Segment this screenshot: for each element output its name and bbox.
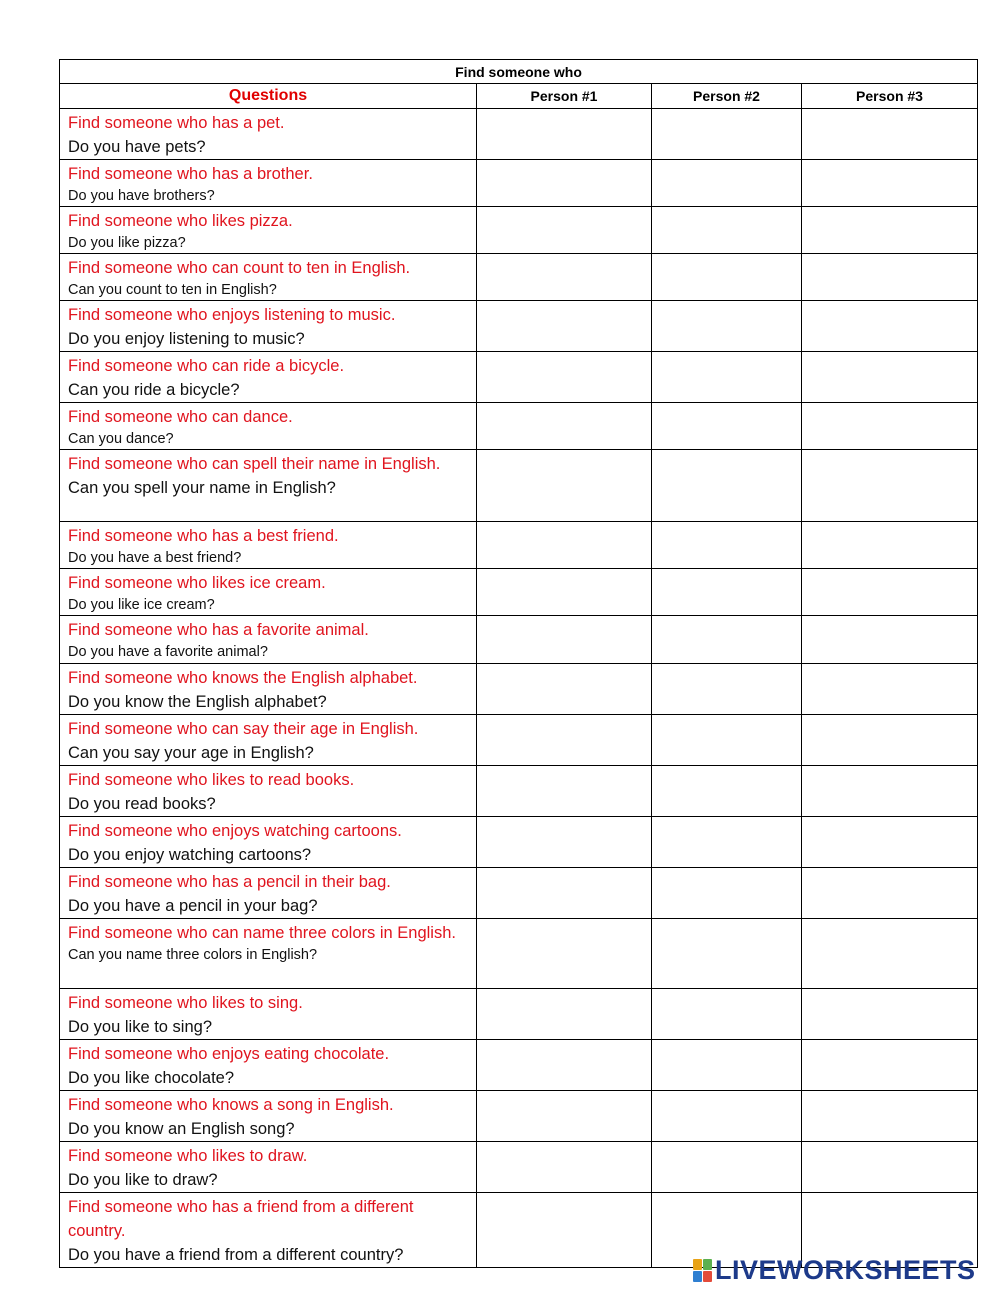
person-1-answer-cell[interactable] [477,919,652,989]
question-cell [60,160,477,207]
find-prompt: Find someone who likes ice cream. [68,574,326,592]
person-2-answer-cell[interactable] [652,1040,802,1091]
person-2-answer-cell[interactable] [652,1091,802,1142]
person-1-answer-cell[interactable] [477,1193,652,1268]
person-1-answer-cell[interactable] [477,664,652,715]
liveworksheets-logo [693,1256,976,1284]
person-3-answer-cell[interactable] [802,919,978,989]
person-1-answer-cell[interactable] [477,450,652,522]
person-3-answer-cell[interactable] [802,569,978,616]
ask-question: Do you have brothers? [68,188,215,204]
ask-question: Can you ride a bicycle? [68,381,240,399]
find-prompt: Find someone who has a pencil in their bag. [68,873,391,891]
question-cell [60,450,477,522]
person-1-answer-cell[interactable] [477,403,652,450]
person-1-answer-cell[interactable] [477,254,652,301]
question-row [60,352,978,403]
ask-question: Do you like chocolate? [68,1069,235,1087]
person-3-answer-cell[interactable] [802,207,978,254]
person-3-answer-cell[interactable] [802,1142,978,1193]
person-3-answer-cell[interactable] [802,715,978,766]
person-3-answer-cell[interactable] [802,352,978,403]
question-cell [60,254,477,301]
find-prompt: Find someone who has a brother. [68,165,313,183]
person-2-answer-cell[interactable] [652,616,802,664]
ask-question: Do you like ice cream? [68,597,215,613]
header-person-1: Person #1 [477,84,652,109]
question-row [60,766,978,817]
person-3-answer-cell[interactable] [802,616,978,664]
person-1-answer-cell[interactable] [477,1040,652,1091]
question-row [60,301,978,352]
question-cell [60,109,477,160]
person-1-answer-cell[interactable] [477,207,652,254]
find-prompt: Find someone who likes pizza. [68,212,293,230]
question-cell [60,352,477,403]
question-cell [60,1142,477,1193]
question-cell [60,715,477,766]
person-1-answer-cell[interactable] [477,352,652,403]
find-someone-who-table [59,59,978,1268]
person-3-answer-cell[interactable] [802,450,978,522]
question-row [60,522,978,569]
question-cell [60,919,477,989]
person-1-answer-cell[interactable] [477,1091,652,1142]
question-cell [60,207,477,254]
find-prompt: Find someone who can count to ten in English. [68,259,411,277]
question-cell [60,1091,477,1142]
find-prompt: Find someone who can name three colors in English. [68,924,456,942]
ask-question: Do you like pizza? [68,235,186,251]
question-cell [60,1040,477,1091]
find-prompt: Find someone who enjoys listening to music. [68,306,396,324]
person-2-answer-cell[interactable] [652,450,802,522]
person-1-answer-cell[interactable] [477,616,652,664]
logo-text: LIVEWORKSHEETS [715,1254,976,1285]
ask-question: Can you count to ten in English? [68,282,277,298]
person-1-answer-cell[interactable] [477,766,652,817]
question-cell [60,868,477,919]
find-prompt: Find someone who likes to sing. [68,994,303,1012]
question-cell [60,569,477,616]
question-cell [60,664,477,715]
find-prompt: Find someone who has a pet. [68,114,285,132]
ask-question: Can you name three colors in English? [68,947,318,963]
ask-question: Do you have a friend from a different country? [68,1246,404,1264]
find-prompt: Find someone who enjoys watching cartoons. [68,822,402,840]
person-2-answer-cell[interactable] [652,817,802,868]
ask-question: Do you have a favorite animal? [68,644,268,660]
question-row [60,1040,978,1091]
person-2-answer-cell[interactable] [652,160,802,207]
person-1-answer-cell[interactable] [477,109,652,160]
person-2-answer-cell[interactable] [652,989,802,1040]
person-1-answer-cell[interactable] [477,715,652,766]
person-1-answer-cell[interactable] [477,989,652,1040]
question-cell [60,766,477,817]
person-3-answer-cell[interactable] [802,301,978,352]
person-2-answer-cell[interactable] [652,109,802,160]
ask-question: Do you enjoy watching cartoons? [68,846,312,864]
find-prompt: Find someone who likes to draw. [68,1147,308,1165]
find-prompt: Find someone who likes to read books. [68,771,355,789]
person-3-answer-cell[interactable] [802,817,978,868]
person-1-answer-cell[interactable] [477,301,652,352]
find-prompt: Find someone who can say their age in English. [68,720,419,738]
person-2-answer-cell[interactable] [652,766,802,817]
find-prompt: Find someone who enjoys eating chocolate. [68,1045,390,1063]
question-cell [60,989,477,1040]
question-row [60,616,978,664]
ask-question: Do you have a best friend? [68,550,242,566]
ask-question: Can you spell your name in English? [68,479,336,497]
question-row [60,109,978,160]
question-row [60,1091,978,1142]
person-2-answer-cell[interactable] [652,522,802,569]
person-1-answer-cell[interactable] [477,1142,652,1193]
find-prompt: Find someone who has a favorite animal. [68,621,369,639]
person-3-answer-cell[interactable] [802,522,978,569]
ask-question: Do you have a pencil in your bag? [68,897,318,915]
question-cell [60,817,477,868]
person-2-answer-cell[interactable] [652,715,802,766]
find-prompt: Find someone who can spell their name in English. [68,455,441,473]
question-row [60,450,978,522]
find-prompt: Find someone who can ride a bicycle. [68,357,345,375]
find-prompt: Find someone who knows a song in English. [68,1096,394,1114]
question-row [60,817,978,868]
find-prompt: Find someone who can dance. [68,408,293,426]
ask-question: Do you like to sing? [68,1018,212,1036]
question-row [60,569,978,616]
question-row [60,160,978,207]
person-2-answer-cell[interactable] [652,569,802,616]
person-3-answer-cell[interactable] [802,109,978,160]
question-cell [60,403,477,450]
ask-question: Do you like to draw? [68,1171,218,1189]
question-row [60,715,978,766]
ask-question: Can you dance? [68,431,174,447]
question-row [60,254,978,301]
header-person-3: Person #3 [802,84,978,109]
person-3-answer-cell[interactable] [802,254,978,301]
header-person-2: Person #2 [652,84,802,109]
person-2-answer-cell[interactable] [652,207,802,254]
person-3-answer-cell[interactable] [802,1091,978,1142]
person-1-answer-cell[interactable] [477,160,652,207]
question-row [60,403,978,450]
person-3-answer-cell[interactable] [802,766,978,817]
ask-question: Do you enjoy listening to music? [68,330,305,348]
find-prompt: Find someone who has a best friend. [68,527,339,545]
person-2-answer-cell[interactable] [652,352,802,403]
person-3-answer-cell[interactable] [802,664,978,715]
person-2-answer-cell[interactable] [652,919,802,989]
person-2-answer-cell[interactable] [652,1142,802,1193]
person-1-answer-cell[interactable] [477,868,652,919]
find-prompt: Find someone who knows the English alphabet. [68,669,418,687]
person-2-answer-cell[interactable] [652,254,802,301]
person-1-answer-cell[interactable] [477,569,652,616]
person-2-answer-cell[interactable] [652,403,802,450]
question-row [60,207,978,254]
ask-question: Can you say your age in English? [68,744,314,762]
person-3-answer-cell[interactable] [802,868,978,919]
question-row [60,664,978,715]
ask-question: Do you know the English alphabet? [68,693,327,711]
person-3-answer-cell[interactable] [802,403,978,450]
ask-question: Do you know an English song? [68,1120,295,1138]
find-prompt: Find someone who has a friend from a different country. [68,1198,414,1240]
ask-question: Do you have pets? [68,138,206,156]
person-2-answer-cell[interactable] [652,868,802,919]
person-2-answer-cell[interactable] [652,301,802,352]
sheet-title: Find someone who [60,60,978,84]
question-cell [60,1193,477,1268]
question-cell [60,616,477,664]
person-2-answer-cell[interactable] [652,664,802,715]
person-3-answer-cell[interactable] [802,160,978,207]
person-1-answer-cell[interactable] [477,522,652,569]
liveworksheets-logo-icon [693,1259,711,1281]
person-3-answer-cell[interactable] [802,1040,978,1091]
question-cell [60,301,477,352]
question-cell [60,522,477,569]
question-row [60,919,978,989]
question-row [60,989,978,1040]
person-3-answer-cell[interactable] [802,989,978,1040]
question-row [60,868,978,919]
header-questions: Questions [60,84,477,109]
person-1-answer-cell[interactable] [477,817,652,868]
question-row [60,1142,978,1193]
ask-question: Do you read books? [68,795,216,813]
